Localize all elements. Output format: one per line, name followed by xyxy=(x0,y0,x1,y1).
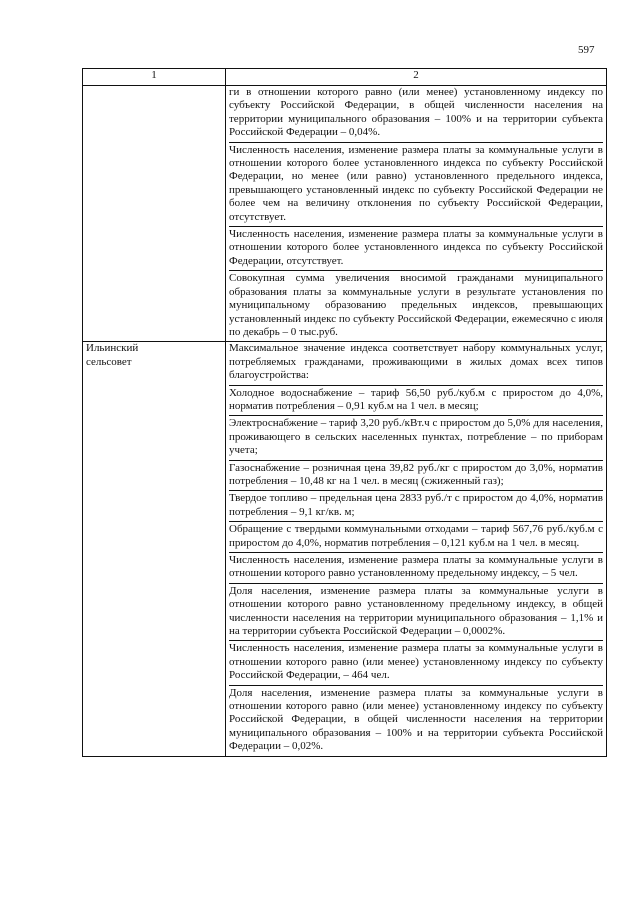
header-col-1: 1 xyxy=(83,69,226,86)
paragraph: Численность населения, изменение размера платы за коммунальные услуги в отношении которого более установленного индекса по субъекту Российской Федерации, но менее (или равно) установленного предельного индекса, превышающего установленный индекс по субъекту Российской Федерации не более чем на величину отклонения по субъекту Российской Федерации, отсутствует. xyxy=(229,143,603,223)
page-number: 597 xyxy=(578,44,595,56)
description-cell xyxy=(226,86,607,342)
paragraph: Твердое топливо – предельная цена 2833 руб./т с приростом до 4,0%, норматив потребления – 9,1 кг/кв. м; xyxy=(229,492,603,518)
paragraph: Электроснабжение – тариф 3,20 руб./кВт.ч с приростом до 5,0% для населения, проживающего в сельских населенных пунктах, потребление – по приборам учета; xyxy=(229,417,603,457)
municipality-name-line2: сельсовет xyxy=(86,355,132,368)
table-row xyxy=(83,86,607,342)
paragraph: Доля населения, изменение размера платы за коммунальные услуги в отношении которого равно (или менее) установленному индексу по субъекту Российской Федерации, в общей численности населения на территории муниципального образования – 100% и на территории субъекта Российской Федерации – 0,02%. xyxy=(229,686,603,753)
municipality-cell xyxy=(83,342,226,756)
municipality-cell xyxy=(83,86,226,342)
municipality-name-line1: Ильинский xyxy=(86,342,139,355)
paragraph: Максимальное значение индекса соответствует набору коммунальных услуг, потребляемых гражданами, проживающими в жилых домах всех типов благоустройства: xyxy=(229,342,603,382)
description-cell xyxy=(226,342,607,756)
paragraph: Совокупная сумма увеличения вносимой гражданами муниципального образования платы за коммунальные услуги в результате установления по муниципальному образованию предельных индексов, превышающих установленный индекс по субъекту Российской Федерации, ежемесячно с июля по декабрь – 0 тыс.руб. xyxy=(229,272,603,338)
paragraph: ги в отношении которого равно (или менее) установленному индексу по субъекту Российской Федерации, в общей численности населения на территории муниципального образования – 100% и на территории субъекта Российской Федерации – 0,04%. xyxy=(229,86,603,139)
paragraph: Численность населения, изменение размера платы за коммунальные услуги в отношении которого равно установленному предельному индексу, – 5 чел. xyxy=(229,554,603,580)
paragraph: Численность населения, изменение размера платы за коммунальные услуги в отношении которого более установленного индекса по субъекту Российской Федерации, отсутствует. xyxy=(229,228,603,267)
table-row xyxy=(83,342,607,756)
paragraph: Холодное водоснабжение – тариф 56,50 руб./куб.м с приростом до 4,0%, норматив потребления – 0,91 куб.м на 1 чел. в месяц; xyxy=(229,386,603,412)
paragraph: Обращение с твердыми коммунальными отходами – тариф 567,76 руб./куб.м с приростом до 4,0%, норматив потребления – 0,121 куб.м на 1 чел. в месяц. xyxy=(229,523,603,549)
document-table xyxy=(82,68,607,757)
paragraph: Численность населения, изменение размера платы за коммунальные услуги в отношении которого равно (или менее) установленному индексу по субъекту Российской Федерации, – 464 чел. xyxy=(229,642,603,682)
paragraph: Газоснабжение – розничная цена 39,82 руб./кг с приростом до 3,0%, норматив потребления – 10,48 кг на 1 чел. в месяц (сжиженный газ); xyxy=(229,461,603,487)
paragraph: Доля населения, изменение размера платы за коммунальные услуги в отношении которого равно установленному предельному индексу, в общей численности населения на территории муниципального образования – 1,1% и на территории субъекта Российской Федерации – 0,0002%. xyxy=(229,584,603,638)
header-col-2: 2 xyxy=(226,69,607,86)
table-header-row xyxy=(83,69,607,86)
